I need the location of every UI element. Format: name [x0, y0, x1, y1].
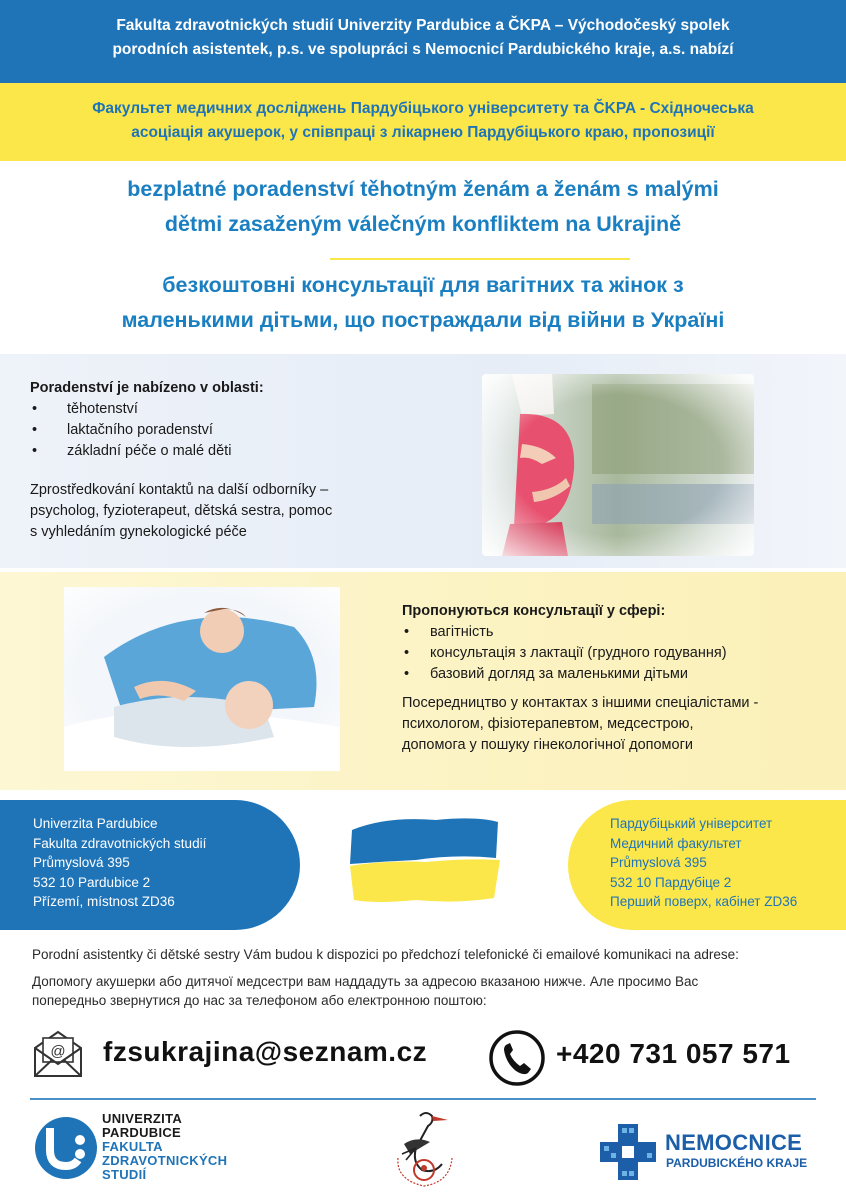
paragraph-line: допомога у пошуку гінекологічної допомоги	[402, 737, 693, 753]
envelope-icon	[32, 1028, 84, 1080]
logo-text-line: STUDIÍ	[102, 1167, 147, 1182]
logo-text-line: FAKULTA	[102, 1139, 163, 1154]
paragraph-line: s vyhledáním gynekologické péče	[30, 524, 247, 540]
nemocnice-logo	[598, 1122, 818, 1182]
address-line: Průmyslová 395	[610, 855, 707, 870]
nemocnice-subtitle: PARDUBICKÉHO KRAJE	[666, 1156, 808, 1170]
address-ukrainian	[568, 800, 846, 930]
section-ukrainian	[402, 601, 832, 756]
section-czech-title: Poradenství je nabízeno v oblasti:	[30, 380, 264, 396]
header-czech-line-1: Fakulta zdravotnických studií Univerzity Pardubice a ČKPA – Východočeský spolek	[116, 17, 730, 34]
section-ukrainian-title: Пропонуються консультації у сфері:	[402, 603, 666, 619]
phone-link[interactable]: +420 731 057 571	[556, 1038, 791, 1069]
headline-czech-line-1: bezplatné poradenství těhotným ženám a ženám s malými	[127, 177, 719, 201]
paragraph-line: психологом, фізіотерапевтом, медсестрою,	[402, 716, 694, 732]
list-item: • těhotenství	[30, 399, 400, 420]
headline-ukrainian-line-2: маленькими дітьми, що постраждали від війни в Україні	[121, 308, 725, 332]
email-link[interactable]: fzsukrajina@seznam.cz	[103, 1036, 428, 1067]
info-ukrainian-line: попередньо звернутися до нас за телефоном або електронною поштою:	[32, 993, 487, 1008]
univerzita-pardubice-logo-mark	[34, 1116, 98, 1180]
header-ukrainian	[0, 83, 846, 161]
headline-divider	[330, 258, 630, 260]
info-czech	[32, 945, 822, 964]
phone-icon	[488, 1029, 546, 1087]
info-ukrainian	[32, 972, 822, 1010]
paragraph-line: psycholog, fyzioterapeut, dětská sestra, pomoc	[30, 503, 333, 519]
header-ukrainian-line-2: асоціація акушерок, у співпраці з лікарнею Пардубіцького краю, пропозиції	[131, 124, 715, 141]
svg-text:@: @	[50, 1043, 66, 1060]
headline-ukrainian	[0, 268, 846, 338]
logo-text-line: ZDRAVOTNICKÝCH	[102, 1153, 228, 1168]
header-czech-line-2: porodních asistentek, p.s. ve spolupráci s Nemocnicí Pardubického kraje, a.s. nabízí	[112, 41, 734, 58]
section-czech	[30, 378, 400, 543]
section-ukrainian-paragraph	[402, 693, 832, 756]
address-line: Fakulta zdravotnických studií	[33, 835, 207, 851]
univerzita-pardubice-logo-text	[102, 1112, 227, 1182]
list-item: • базовий догляд за маленькими дітьми	[402, 664, 832, 685]
ukraine-flag-brush-icon	[346, 808, 506, 912]
address-line: Пардубіцький університет	[610, 816, 773, 831]
info-ukrainian-line: Допомогу акушерки або дитячої медсестри вам наддадуть за адресою вказаною нижче. Але просимо Вас	[32, 974, 699, 989]
nemocnice-title: NEMOCNICE	[665, 1130, 803, 1155]
mother-baby-photo	[64, 587, 340, 771]
univerzita-pardubice-logo	[34, 1110, 264, 1190]
footer-divider	[30, 1098, 816, 1100]
logo-text-line: PARDUBICE	[102, 1125, 182, 1140]
address-line: Průmyslová 395	[33, 855, 130, 870]
address-line: Univerzita Pardubice	[33, 816, 158, 831]
address-line: 532 10 Pardubice 2	[33, 874, 151, 890]
nemocnice-cross-icon	[598, 1122, 658, 1182]
address-line: 532 10 Пардубіце 2	[610, 874, 732, 890]
pregnant-woman-photo	[482, 374, 754, 556]
ckpa-stork-logo	[386, 1108, 462, 1192]
headline-czech	[0, 172, 846, 242]
logo-text-line: UNIVERZITA	[102, 1111, 183, 1126]
headline-czech-line-2: dětmi zasaženým válečným konfliktem na Ukrajině	[164, 212, 682, 236]
section-czech-paragraph	[30, 480, 400, 543]
list-item: • консультація з лактації (грудного годування)	[402, 643, 832, 664]
list-item: • вагітність	[402, 622, 832, 643]
header-czech	[0, 0, 846, 83]
address-czech	[0, 800, 300, 930]
address-line: Přízemí, místnost ZD36	[33, 894, 175, 909]
section-czech-list	[30, 399, 400, 462]
list-item: • laktačního poradenství	[30, 420, 400, 441]
section-ukrainian-list	[402, 622, 832, 685]
list-item: • základní péče o malé děti	[30, 441, 400, 462]
paragraph-line: Посередництво у контактах з іншими спеціалістами -	[402, 695, 759, 711]
address-line: Перший поверх, кабінет ZD36	[610, 894, 798, 909]
header-ukrainian-line-1: Факультет медичних досліджень Пардубіцького університету та ČKPA - Східночеська	[92, 100, 754, 117]
info-czech-line: Porodní asistentky či dětské sestry Vám budou k dispozici po předchozí telefonické či emailové komunikaci na adrese:	[32, 947, 739, 962]
headline-ukrainian-line-1: безкоштовні консультації для вагітних та жінок з	[162, 273, 684, 297]
paragraph-line: Zprostředkování kontaktů na další odborníky –	[30, 482, 329, 498]
address-line: Медичний факультет	[610, 835, 742, 851]
